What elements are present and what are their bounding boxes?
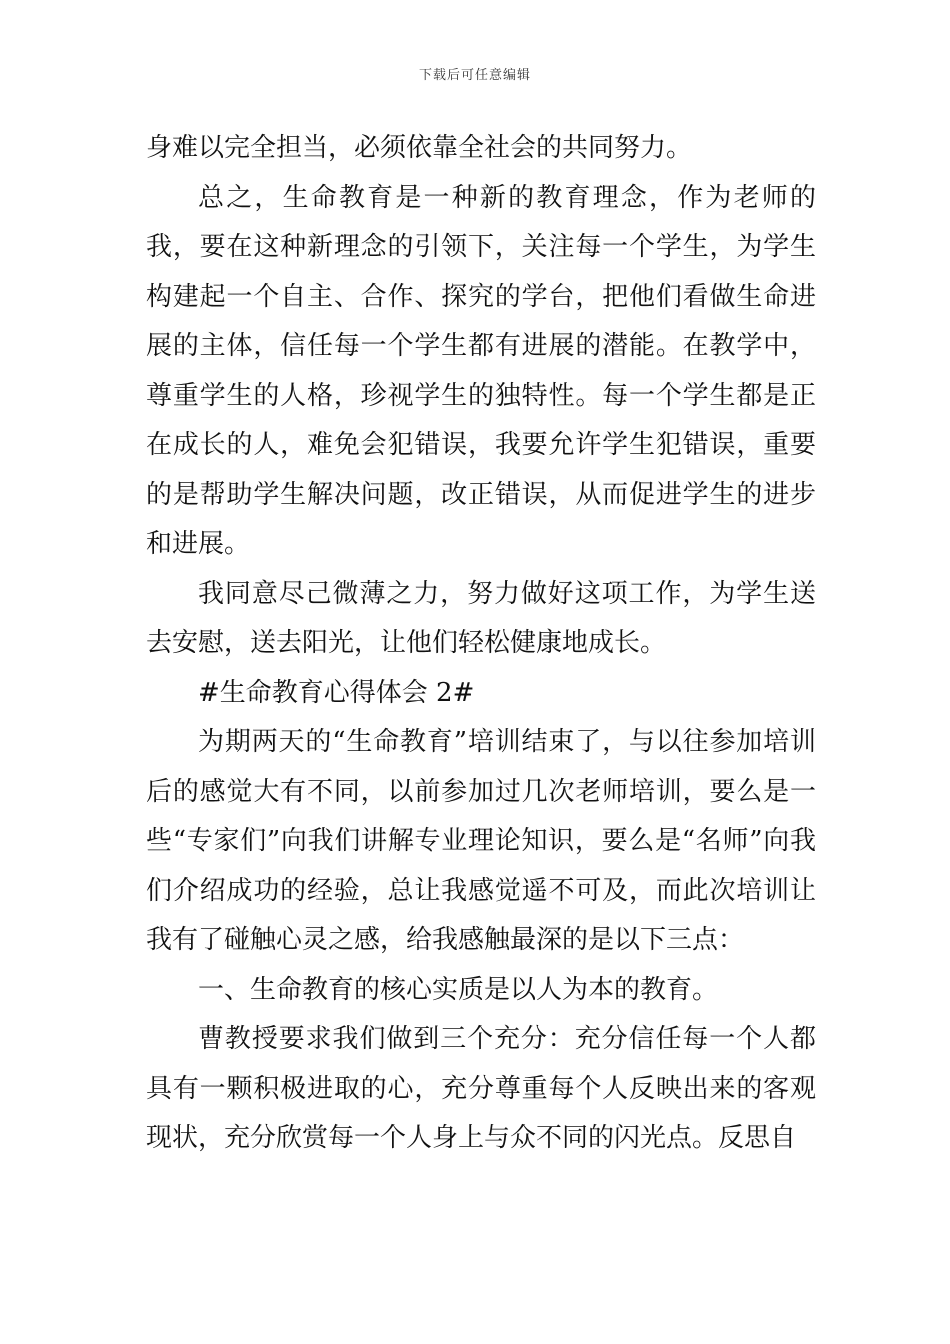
paragraph-summary: 总之，生命教育是一种新的教育理念，作为老师的我，要在这种新理念的引领下，关注每一个学生，为学生构建起一个自主、合作、探究的学台，把他们看做生命进展的主体，信任每一个学生都有进展的潜能。在教学中，尊重学生的人格，珍视学生的独特性。每一个学生都是正在成长的人，难免会犯错误，我要允许学生犯错误，重要的是帮助学生解决问题，改正错误，从而促进学生的进步和进展。 — [146, 182, 816, 559]
paragraph-three-fulls: 曹教授要求我们做到三个充分：充分信任每一个人都具有一颗积极进取的心，充分尊重每个人反映出来的客观现状，充分欣赏每一个人身上与众不同的闪光点。反思自 — [146, 1024, 816, 1153]
document-body — [146, 124, 816, 1164]
paragraph-continuation: 身难以完全担当，必须依靠全社会的共同努力。 — [146, 133, 693, 163]
paragraph-commitment: 我同意尽己微薄之力，努力做好这项工作，为学生送去安慰，送去阳光，让他们轻松健康地成长。 — [146, 578, 816, 658]
paragraph-training: 为期两天的“生命教育”培训结束了，与以往参加培训后的感觉大有不同，以前参加过几次老师培训，要么是一些“专家们”向我们讲解专业理论知识，要么是“名师”向我们介绍成功的经验，总让我感觉遥不可及，而此次培训让我有了碰触心灵之感，给我感触最深的是以下三点： — [146, 727, 816, 955]
point-one-heading: 一、生命教育的核心实质是以人为本的教育。 — [198, 974, 719, 1005]
section-heading: #生命教育心得体会 2# — [198, 677, 475, 708]
page-header: 下载后可任意编辑 — [418, 68, 531, 83]
